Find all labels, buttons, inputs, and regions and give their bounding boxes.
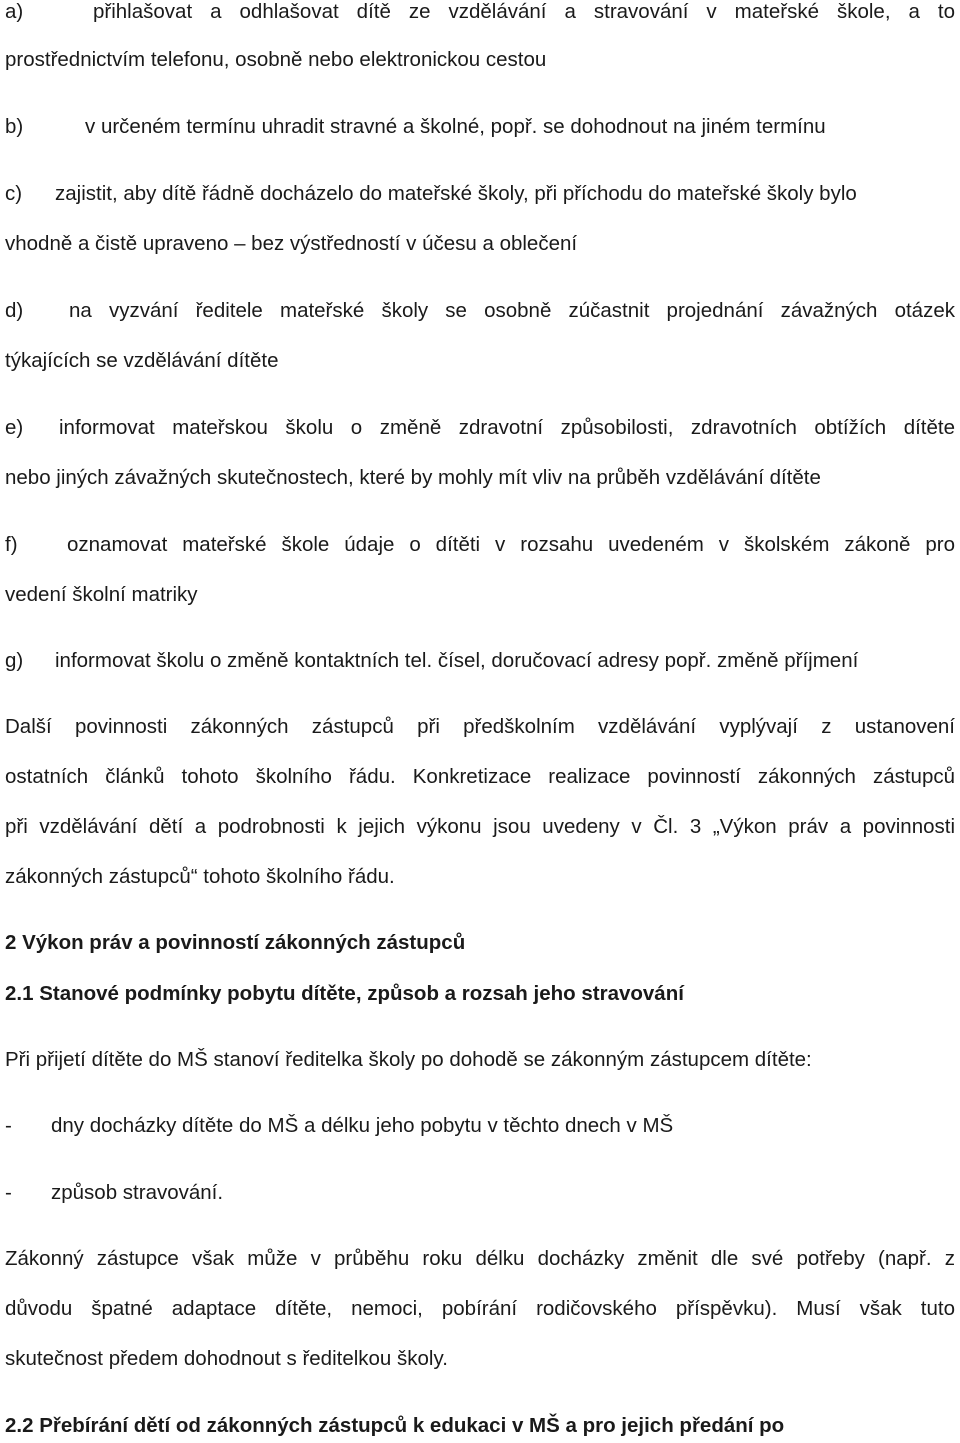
section-heading-2: 2 Výkon práv a povinností zákonných zástupců (5, 931, 466, 954)
list-text: oznamovat mateřské škole údaje o dítěti v rozsahu uvedeném v školském zákoně pro (67, 533, 955, 556)
list-text: informovat školu o změně kontaktních tel. čísel, doručovací adresy popř. změně příjmení (55, 649, 859, 672)
list-item-c-line-1 (5, 177, 955, 211)
dash-label: - (5, 1181, 12, 1204)
list-item-a-line-2: prostřednictvím telefonu, osobně nebo elektronickou cestou (5, 48, 547, 71)
dash-text: způsob stravování. (51, 1181, 224, 1204)
list-item-d-line-1 (5, 294, 955, 328)
paragraph-attendance-change-line-1: Zákonný zástupce však může v průběhu roku délku docházky změnit dle své potřeby (např. z (5, 1247, 955, 1270)
paragraph-duties-line-2: ostatních článků tohoto školního řádu. Konkretizace realizace povinností zákonných zástupců (5, 765, 955, 788)
paragraph-attendance-change-line-3: skutečnost předem dohodnout s ředitelkou školy. (5, 1347, 448, 1370)
list-label: b) (5, 115, 24, 138)
list-label: g) (5, 649, 24, 672)
list-item-f-line-1 (5, 528, 955, 562)
list-text: přihlašovat a odhlašovat dítě ze vzdělávání a stravování v mateřské škole, a to (93, 0, 955, 23)
list-text: na vyzvání ředitele mateřské školy se osobně zúčastnit projednání závažných otázek (69, 299, 955, 322)
paragraph-duties-line-3: při vzdělávání dětí a podrobnosti k jejich výkonu jsou uvedeny v Čl. 3 „Výkon práv a povinnosti (5, 815, 955, 838)
list-item-d-line-2: týkajících se vzdělávání dítěte (5, 349, 279, 372)
list-item-e-line-1 (5, 411, 955, 445)
dash-item-meals (5, 1176, 955, 1210)
section-heading-2-2: 2.2 Přebírání dětí od zákonných zástupců k edukaci v MŠ a pro jejich předání po (5, 1414, 785, 1437)
dash-item-attendance (5, 1109, 955, 1143)
list-item-a-line-1 (5, 0, 955, 29)
dash-text: dny docházky dítěte do MŠ a délku jeho pobytu v těchto dnech v MŠ (51, 1114, 674, 1137)
paragraph-admission: Při přijetí dítěte do MŠ stanoví ředitelka školy po dohodě se zákonným zástupcem dítěte: (5, 1048, 812, 1071)
list-item-b (5, 110, 955, 144)
list-item-c-line-2: vhodně a čistě upraveno – bez výstředností v účesu a oblečení (5, 232, 578, 255)
list-item-e-line-2: nebo jiných závažných skutečnostech, které by mohly mít vliv na průběh vzdělávání dítěte (5, 466, 821, 489)
list-item-g (5, 644, 955, 678)
list-text: zajistit, aby dítě řádně docházelo do mateřské školy, při příchodu do mateřské školy bylo (55, 182, 857, 205)
list-label: e) (5, 416, 24, 439)
list-item-f-line-2: vedení školní matriky (5, 583, 198, 606)
list-text: v určeném termínu uhradit stravné a školné, popř. se dohodnout na jiném termínu (85, 115, 826, 138)
list-label: d) (5, 299, 24, 322)
list-text: informovat mateřskou školu o změně zdravotní způsobilosti, zdravotních obtížích dítěte (59, 416, 955, 439)
list-label: a) (5, 0, 24, 23)
dash-label: - (5, 1114, 12, 1137)
list-label: f) (5, 533, 18, 556)
paragraph-attendance-change-line-2: důvodu špatné adaptace dítěte, nemoci, pobírání rodičovského příspěvku). Musí však tuto (5, 1297, 955, 1320)
paragraph-duties-line-4: zákonných zástupců“ tohoto školního řádu. (5, 865, 395, 888)
section-heading-2-1: 2.1 Stanové podmínky pobytu dítěte, způsob a rozsah jeho stravování (5, 982, 684, 1005)
list-label: c) (5, 182, 23, 205)
paragraph-duties-line-1: Další povinnosti zákonných zástupců při předškolním vzdělávání vyplývají z ustanovení (5, 715, 955, 738)
